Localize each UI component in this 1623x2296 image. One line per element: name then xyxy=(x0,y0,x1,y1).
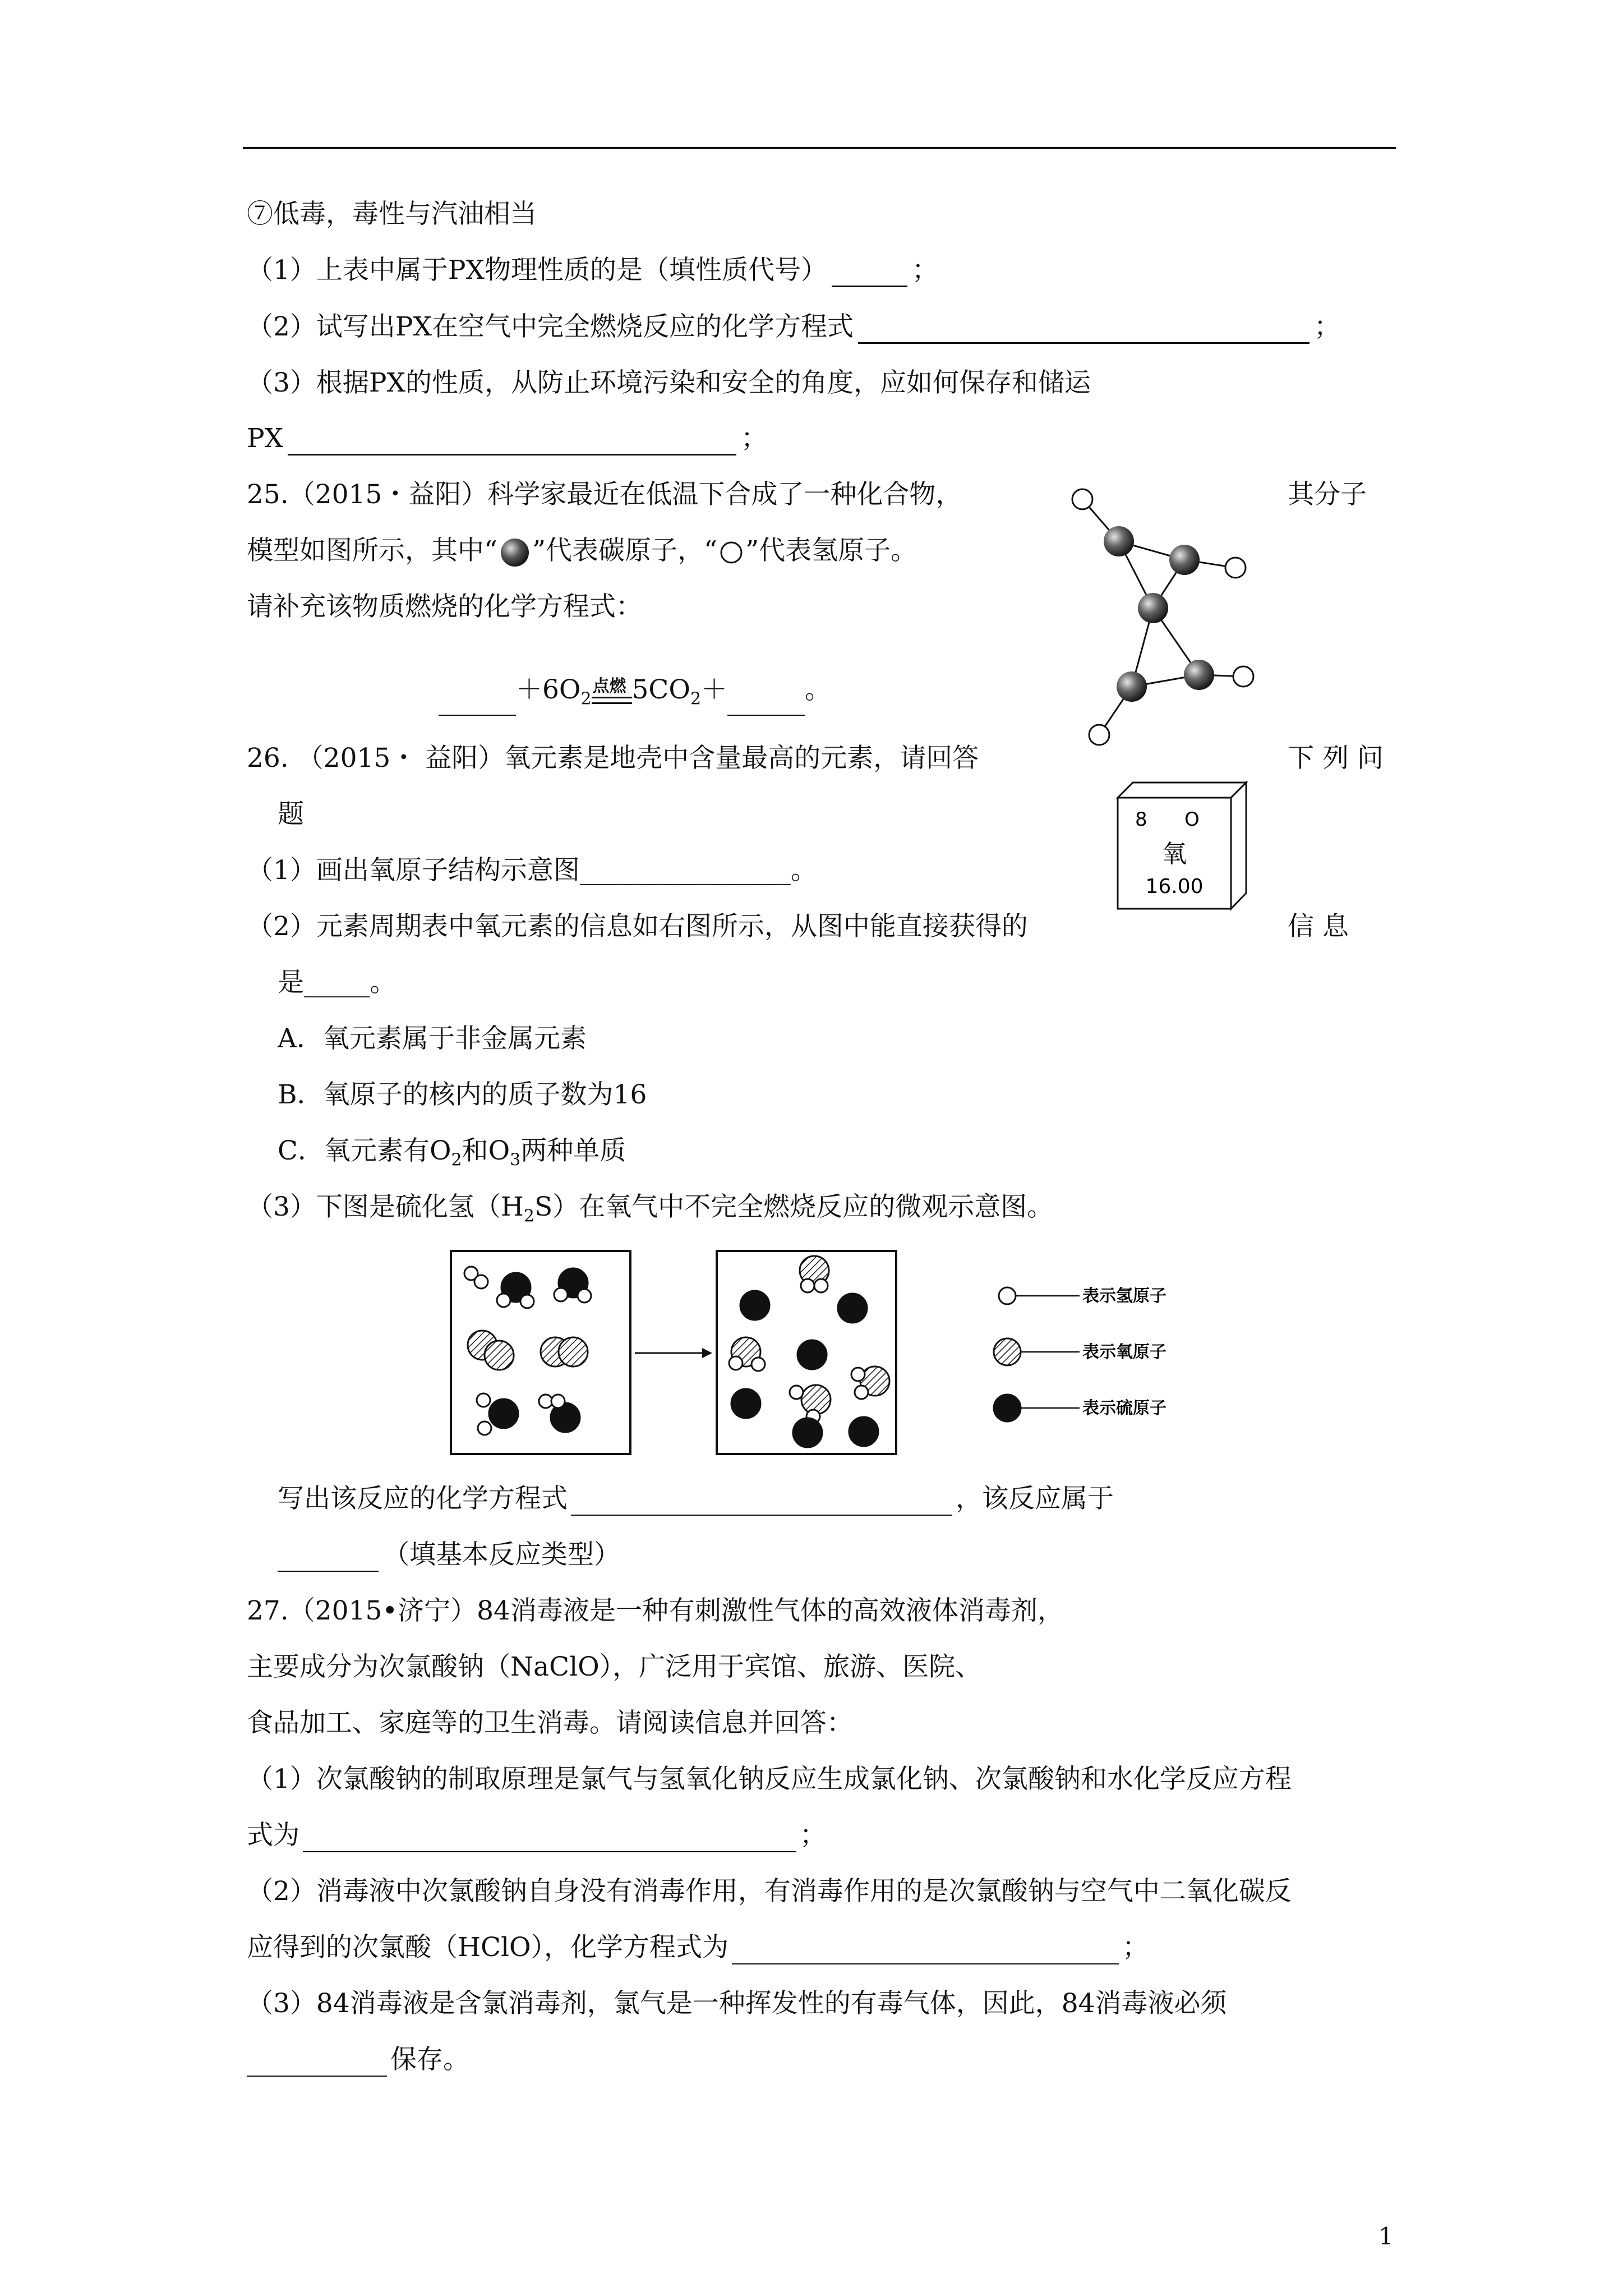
legend-sulfur: 表示硫原子 xyxy=(1082,1398,1166,1418)
q27-line3: 食品加工、家庭等的卫生消毒。请阅读信息并回答： xyxy=(247,1708,853,1738)
q27-line2: 主要成分为次氯酸钠（NaClO），广泛用于宾馆、旅游、医院、 xyxy=(247,1651,982,1682)
answer-blank[interactable] xyxy=(288,427,736,455)
legend-hydrogen: 表示氢原子 xyxy=(1082,1286,1166,1306)
q26-line1: 26. （2015・ 益阳）氧元素是地壳中含量最高的元素，请回答 xyxy=(247,743,979,774)
reaction-arrow-head xyxy=(702,1348,712,1358)
oxygen-atom-icon xyxy=(994,1338,1021,1365)
q27-part1b: 式为 ； xyxy=(247,1819,826,1852)
answer-blank[interactable] xyxy=(732,1936,1119,1964)
q27-line1: 27.（2015•济宁）84消毒液是一种有刺激性气体的高效液体消毒剂， xyxy=(247,1595,1064,1626)
q26-write-equation: 写出该反应的化学方程式 ，该反应属于 xyxy=(278,1482,1114,1516)
answer-blank[interactable] xyxy=(247,2049,387,2077)
q26-part3: （3）下图是硫化氢$(H_2S)$在氧气中不完全燃烧反应的微观示意图。 xyxy=(247,1191,1054,1226)
legend-oxygen: 表示氧原子 xyxy=(1082,1342,1166,1362)
q26-part2-right: 信 息 xyxy=(1288,911,1349,942)
answer-blank[interactable] xyxy=(832,259,907,287)
element-name: 氧 xyxy=(1162,840,1187,868)
element-card-oxygen xyxy=(1116,781,1253,913)
reaction-micro-diagram xyxy=(449,1245,1206,1458)
answer-blank[interactable] xyxy=(278,1544,379,1572)
option-c[interactable]: C．氧元素有$O_2$和$O_3$两种单质 xyxy=(278,1135,626,1170)
q27-part3b: 保存。 xyxy=(247,2043,469,2077)
hydrogen-atom-icon xyxy=(999,1287,1016,1304)
question-2: （2）试写出PX在空气中完全燃烧反应的化学方程式 ； xyxy=(247,310,1340,344)
question-3: （3）根据PX的性质，从防止环境污染和安全的角度，应如何保存和储运 xyxy=(247,367,1091,398)
text-line: ⑦低毒，毒性与汽油相当 xyxy=(247,199,537,229)
answer-blank[interactable] xyxy=(303,1824,796,1852)
answer-blank[interactable] xyxy=(571,1488,952,1516)
q27-part2b: 应得到的次氯酸（HClO），化学方程式为 ； xyxy=(247,1931,1149,1964)
option-b[interactable]: B．氧原子的核内的质子数为16 xyxy=(278,1079,647,1110)
q25-equation: $+6O_2$ 点燃 $5CO_2+$ 。 xyxy=(439,673,831,716)
answer-blank[interactable] xyxy=(858,315,1310,344)
atomic-number: 8 xyxy=(1135,808,1147,831)
hydrogen-atom-icon xyxy=(717,537,745,568)
atomic-mass: 16.00 xyxy=(1145,875,1204,898)
q27-part2: （2）消毒液中次氯酸钠自身没有消毒作用，有消毒作用的是次氯酸钠与空气中二氧化碳反 xyxy=(247,1876,1292,1907)
sulfur-atom-icon xyxy=(994,1395,1021,1421)
header-rule xyxy=(243,147,1396,149)
q26-line2: 题 xyxy=(278,799,304,830)
equation-blank-right[interactable] xyxy=(727,688,805,716)
q25-line2: 模型如图所示，其中“ ”代表碳原子，“ ”代表氢原子。 xyxy=(247,534,917,568)
q27-part3: （3）84消毒液是含氯消毒剂，氯气是一种挥发性的有毒气体，因此，84消毒液必须 xyxy=(247,1988,1227,2019)
question-3-answer: PX ； xyxy=(247,422,767,455)
molecule-model-diagram xyxy=(1054,482,1279,752)
q25-line3: 请补充该物质燃烧的化学方程式： xyxy=(247,591,642,622)
reaction-arrow: 点燃 xyxy=(592,689,632,716)
q25-line1-right: 其分子 xyxy=(1288,479,1367,510)
q26-reaction-type: （填基本反应类型） xyxy=(278,1538,620,1572)
carbon-atom-icon xyxy=(497,537,532,568)
q26-part2b: 是_____。 xyxy=(278,967,396,998)
question-1: （1）上表中属于PX物理性质的是（填性质代号） ； xyxy=(247,254,938,287)
q25-line1: 25.（2015・益阳）科学家最近在低温下合成了一种化合物， xyxy=(247,479,962,510)
q26-part2: （2）元素周期表中氧元素的信息如右图所示，从图中能直接获得的 xyxy=(247,911,1028,942)
q26-part1: （1）画出氧原子结构示意图________________。 xyxy=(247,855,817,886)
option-a[interactable]: A．氧元素属于非金属元素 xyxy=(278,1023,587,1054)
q26-line1-right: 下 列 问 xyxy=(1288,743,1384,774)
page-number: 1 xyxy=(1378,2223,1394,2250)
q27-part1: （1）次氯酸钠的制取原理是氯气与氢氧化钠反应生成氯化钠、次氯酸钠和水化学反应方程 xyxy=(247,1764,1292,1795)
equation-blank-left[interactable] xyxy=(439,688,516,716)
element-symbol: O xyxy=(1184,808,1200,831)
